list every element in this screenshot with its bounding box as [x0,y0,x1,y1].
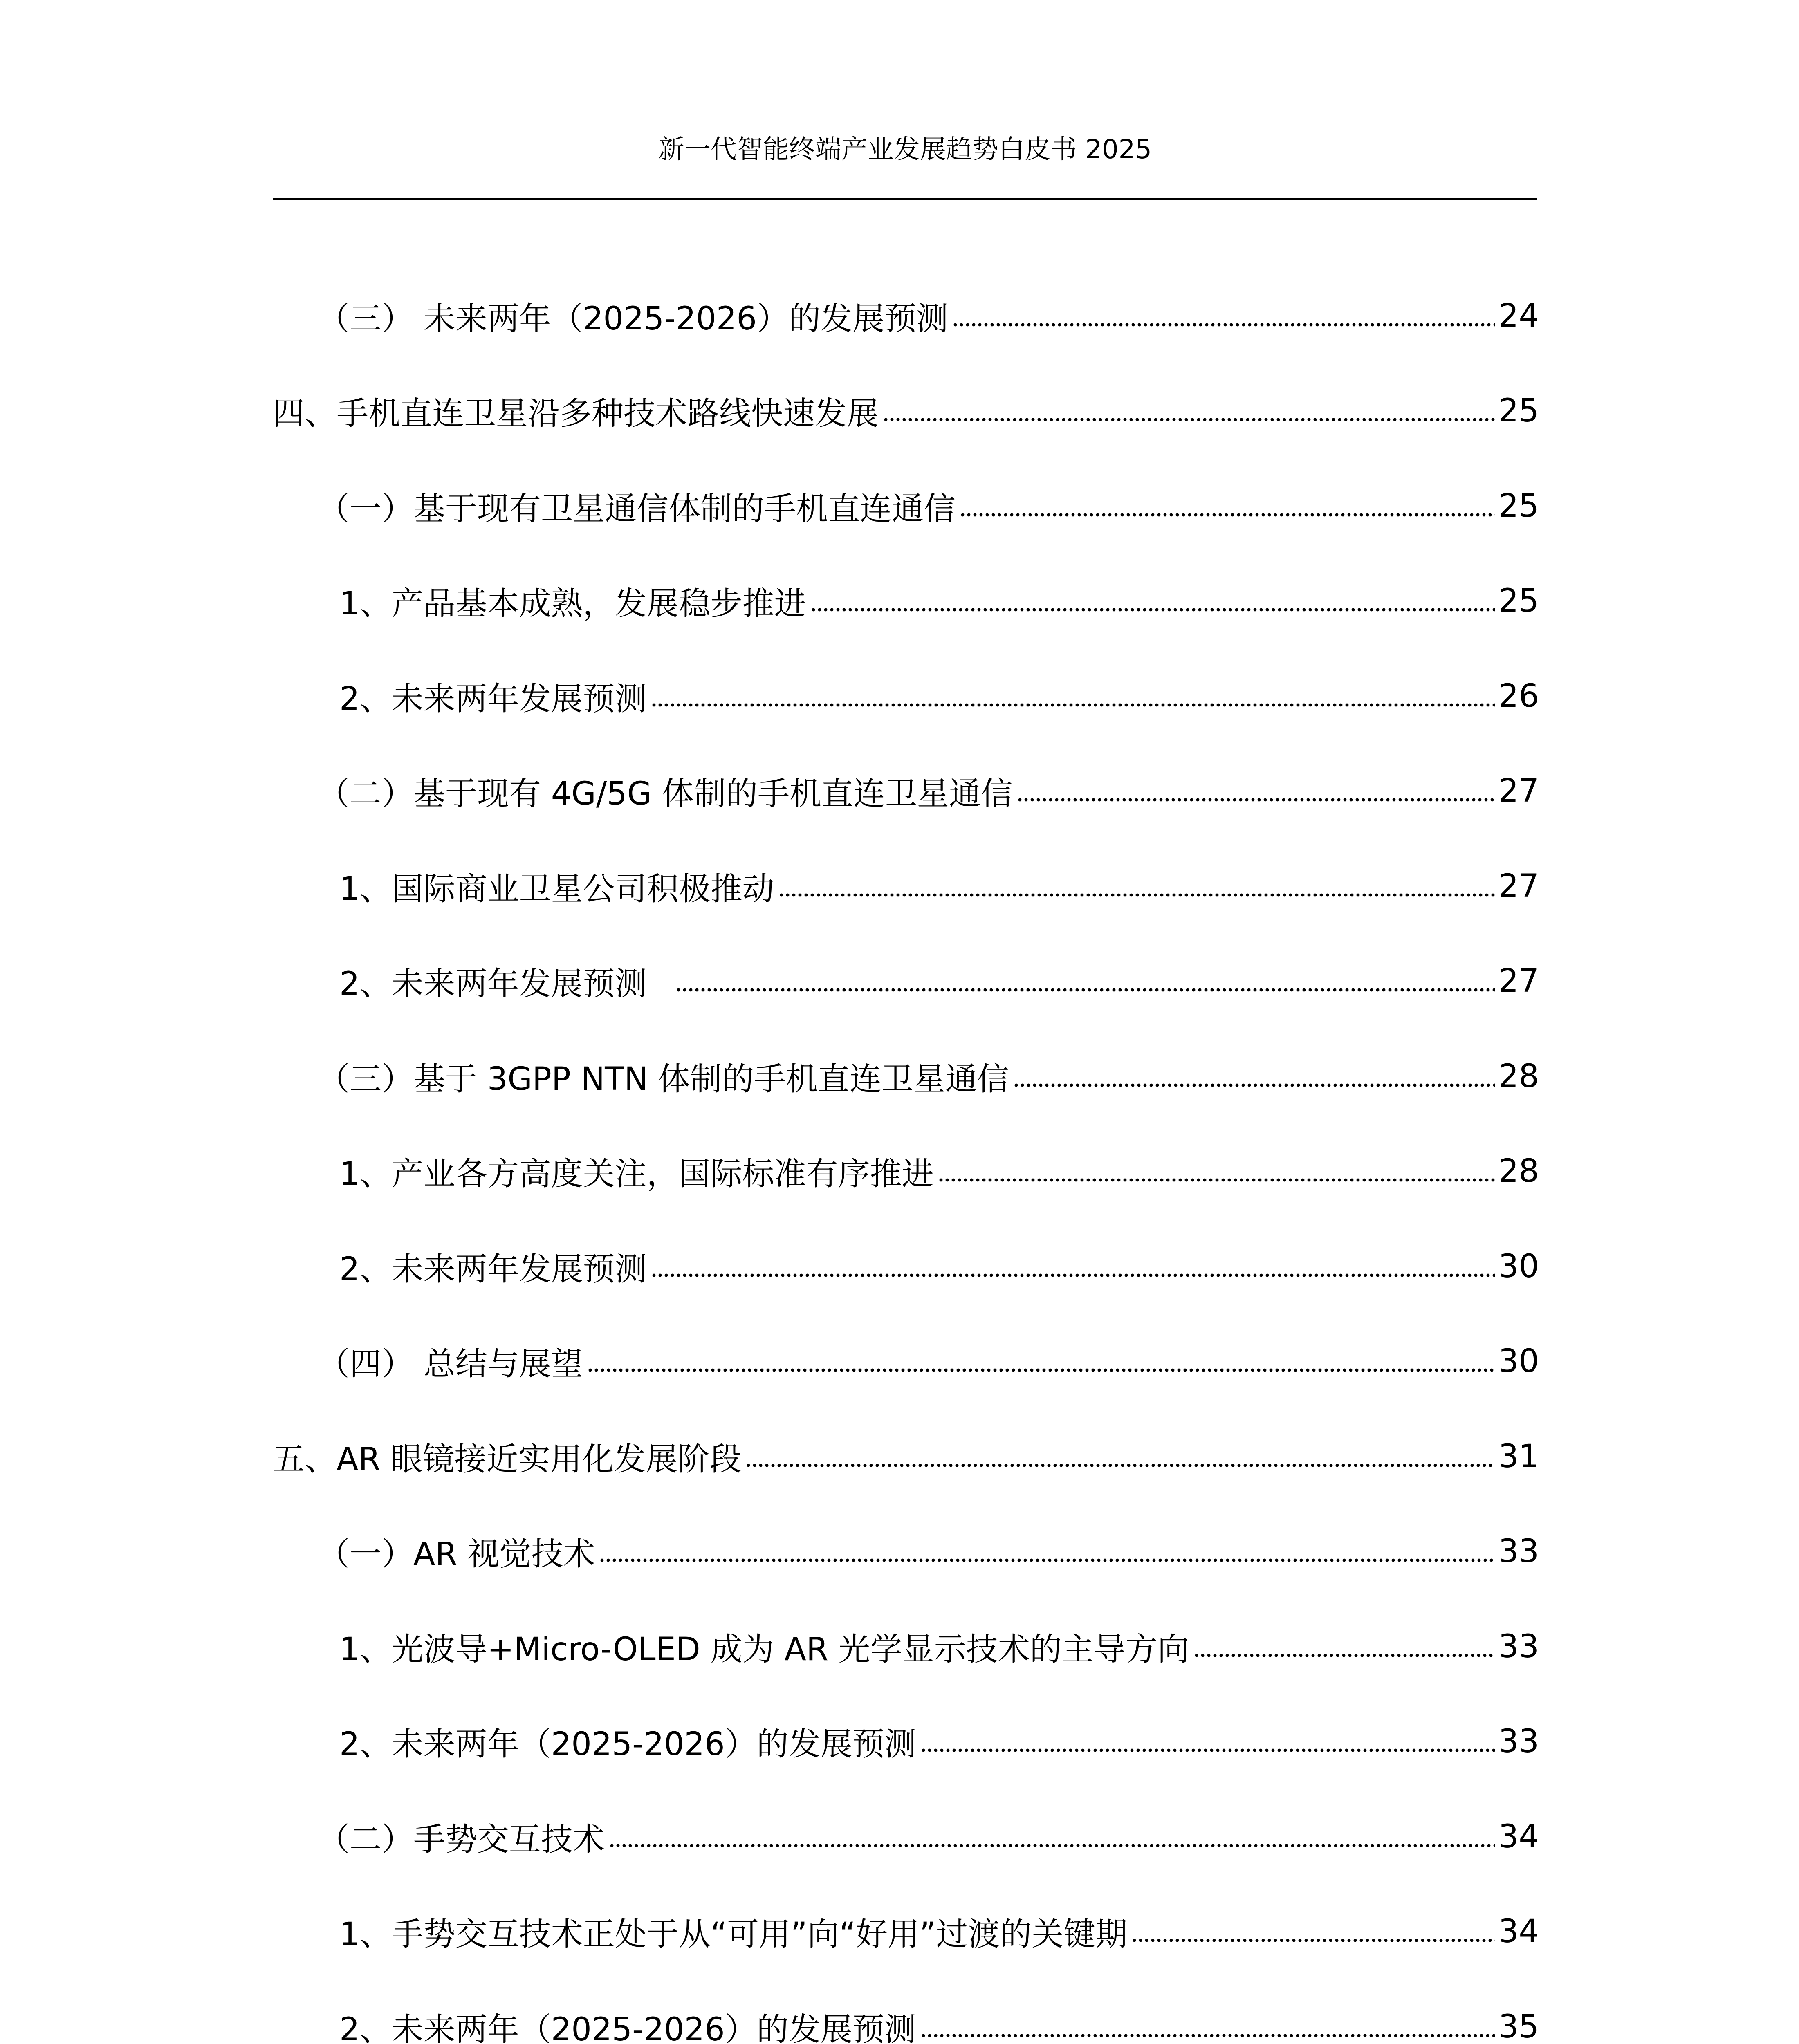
toc-entry[interactable] [273,386,1539,435]
toc-entry[interactable] [339,862,1539,911]
toc-entry-page: 28 [1498,1153,1539,1190]
toc-entry-label: 2、未来两年发展预测 [339,966,647,1002]
toc-dot-leader [651,1271,1495,1280]
toc-entry[interactable] [339,1622,1539,1671]
toc-entry[interactable] [318,291,1539,341]
toc-entry-page: 31 [1498,1438,1539,1475]
toc-entry[interactable] [339,1242,1539,1291]
toc-entry-label: （二）手势交互技术 [318,1821,605,1858]
toc-entry[interactable] [318,1812,1539,1861]
toc-dot-leader [778,890,1495,899]
toc-entry[interactable] [339,1907,1539,1956]
toc-dot-leader [675,985,1495,994]
toc-entry-page: 25 [1498,583,1539,619]
toc-entry-label: （三）基于 3GPP NTN 体制的手机直连卫星通信 [318,1061,1009,1098]
toc-entry[interactable] [339,576,1539,625]
toc-entry-label: 四、手机直连卫星沿多种技术路线快速发展 [273,395,879,432]
toc-entry-label: 2、未来两年发展预测 [339,1251,647,1288]
toc-dot-leader [587,1365,1495,1374]
toc-entry-label: 1、产业各方高度关注，国际标准有序推进 [339,1156,934,1192]
toc-entry-label: 五、AR 眼镜接近实用化发展阶段 [273,1441,742,1478]
toc-entry-page: 33 [1498,1723,1539,1760]
toc-entry-page: 33 [1498,1533,1539,1570]
toc-entry[interactable] [339,957,1539,1006]
toc-entry-page: 27 [1498,773,1539,809]
toc-entry-page: 33 [1498,1628,1539,1665]
toc-entry-label: 2、未来两年（2025-2026）的发展预测 [339,2011,916,2044]
toc-dot-leader [651,700,1495,709]
toc-dot-leader [920,2031,1495,2040]
toc-entry-page: 28 [1498,1058,1539,1095]
toc-entry-label: 1、手势交互技术正处于从“可用”向“好用”过渡的关键期 [339,1916,1128,1953]
toc-entry-page: 34 [1498,1818,1539,1855]
toc-entry-label: （四） 总结与展望 [318,1346,583,1383]
toc-entry[interactable] [318,482,1539,531]
toc-entry[interactable] [339,2002,1539,2044]
toc-dot-leader [883,415,1495,424]
toc-dot-leader [609,1841,1495,1850]
toc-entry-page: 25 [1498,488,1539,524]
toc-entry-label: （三） 未来两年（2025-2026）的发展预测 [318,300,948,337]
toc-dot-leader [745,1461,1495,1470]
toc-entry[interactable] [318,766,1539,816]
toc-dot-leader [1013,1080,1495,1089]
toc-entry-page: 24 [1498,298,1539,334]
toc-entry[interactable] [339,1147,1539,1196]
toc-entry-page: 34 [1498,1913,1539,1950]
toc-entry[interactable] [318,1527,1539,1576]
toc-dot-leader [1193,1651,1495,1660]
toc-entry[interactable] [339,1717,1539,1766]
toc-dot-leader [810,605,1495,614]
toc-entry-label: （一）AR 视觉技术 [318,1536,595,1573]
toc-entry-page: 27 [1498,963,1539,1000]
toc-dot-leader [952,320,1495,329]
toc-entry-label: 2、未来两年发展预测 [339,681,647,717]
toc-entry-page: 35 [1498,2008,1539,2044]
toc-entry-label: （一）基于现有卫星通信体制的手机直连通信 [318,491,956,527]
toc-dot-leader [920,1746,1495,1755]
page-header-title: 新一代智能终端产业发展趋势白皮书 2025 [658,134,1152,165]
toc-entry[interactable] [273,1432,1539,1481]
toc-entry-label: 1、产品基本成熟，发展稳步推进 [339,585,806,622]
toc-dot-leader [1131,1936,1495,1945]
toc-entry-page: 27 [1498,868,1539,905]
toc-dot-leader [960,510,1495,519]
toc-entry-page: 26 [1498,678,1539,715]
toc-entry-page: 25 [1498,392,1539,429]
toc-dot-leader [599,1555,1495,1564]
toc-entry-page: 30 [1498,1343,1539,1380]
toc-entry-label: 1、国际商业卫星公司积极推动 [339,871,774,908]
toc-entry[interactable] [318,1337,1539,1386]
toc-entry-label: （二）基于现有 4G/5G 体制的手机直连卫星通信 [318,775,1013,812]
toc-entry[interactable] [339,672,1539,721]
toc-entry[interactable] [318,1052,1539,1101]
toc-entry-label: 2、未来两年（2025-2026）的发展预测 [339,1726,916,1763]
toc-entry-page: 30 [1498,1248,1539,1285]
toc-entry-label: 1、光波导+Micro-OLED 成为 AR 光学显示技术的主导方向 [339,1631,1189,1668]
toc-dot-leader [938,1175,1495,1184]
toc-dot-leader [1017,795,1495,804]
